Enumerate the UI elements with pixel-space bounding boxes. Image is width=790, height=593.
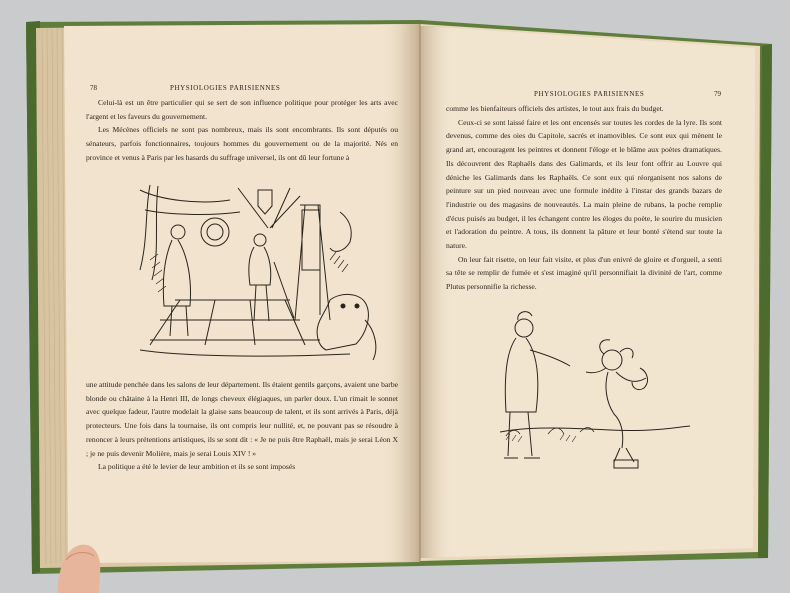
left-paragraph-2: Les Mécènes officiels ne sont pas nombreux, mais ils sont encombrants. Ils sont députés ou sénateurs, parfois fonctionnaires, toujours hommes du gouvernement ou de la majorité. Nés en province et venus à Paris par les hasards du suffrage universel, ils ont dû leur fortune à — [86, 125, 398, 162]
right-running-header: PHYSIOLOGIES PARISIENNES — [534, 90, 645, 98]
right-page — [428, 40, 756, 550]
left-page — [70, 28, 415, 555]
right-paragraph-3: On leur fait risette, on leur fait visite, et plus d'un enivré de gloire et d'orgueil, a senti sa tête se remplir de fumée et s'est imaginé qu'il personnifiait la divinité de l'art, comme Plutus personnifie la richesse. — [446, 254, 722, 292]
left-running-header: PHYSIOLOGIES PARISIENNES — [170, 84, 281, 92]
right-paragraph-1: comme les bienfaiteurs officiels des artistes, le tout aux frais du budget. — [446, 104, 664, 113]
right-text — [446, 102, 722, 294]
left-text-bottom — [86, 378, 398, 474]
right-page-number: 79 — [714, 90, 721, 98]
right-paragraph-2: Ceux-ci se sont laissé faire et les ont encensés sur toutes les cordes de la lyre. Ils sont devenus, comme des oies du Capitole, sacrés et inamovibles. Ce sont eux qui mènent le grand art, encouragent les peintres et donnent l'éloge et le blâme aux poètes dramatiques. Ils découvrent des Raphaëls dans des Galimards, et ils leur font offrir au Louvre qui déniche les Galimards dans les Raphaëls. Ce sont eux qui réorganisent nos salons de peinture sur un pied nouveau avec une formule inédite à l'instar des grands bazars de l'industrie ou des magasins de nouveautés. La main pleine de rubans, la poche remplie d'écus puisés au budget, il les échangent contre les éloges du poète, le sourire du musicien et l'adoration du peintre. A tous, ils donnent la pâture et leur bonté s'étend sur toute la nature. — [446, 117, 722, 251]
left-page-number: 78 — [90, 84, 97, 92]
left-paragraph-4: La politique a été le levier de leur ambition et ils se sont imposés — [98, 462, 296, 472]
left-text-top — [86, 96, 398, 165]
left-paragraph-3: une attitude penchée dans les salons de leur département. Ils étaient gentils garçons, avaient une barbe blonde ou châtaine à la Henri III, de longs cheveux élégiaques, un parler doux. L'un rimait le sonnet avec quelque fadeur, l'autre modelait la glaise sans beaucoup de talent, et ils sont arrivés à Paris, déjà protecteurs. Une fois dans la tournaise, ils ont compris leur nullité, et, ne pouvant pas se résoudre à renoncer à leurs prétentions artistiques, ils se sont dit : « Je ne puis être Raphaël, mais je serai Léon X ; je ne puis devenir Molière, mais je serai Louis XIV ! » — [86, 380, 398, 458]
left-paragraph-1: Celui-là est un être particulier qui se sert de son influence politique pour protéger les arts avec l'argent et les faveurs du gouvernement. — [86, 98, 398, 121]
